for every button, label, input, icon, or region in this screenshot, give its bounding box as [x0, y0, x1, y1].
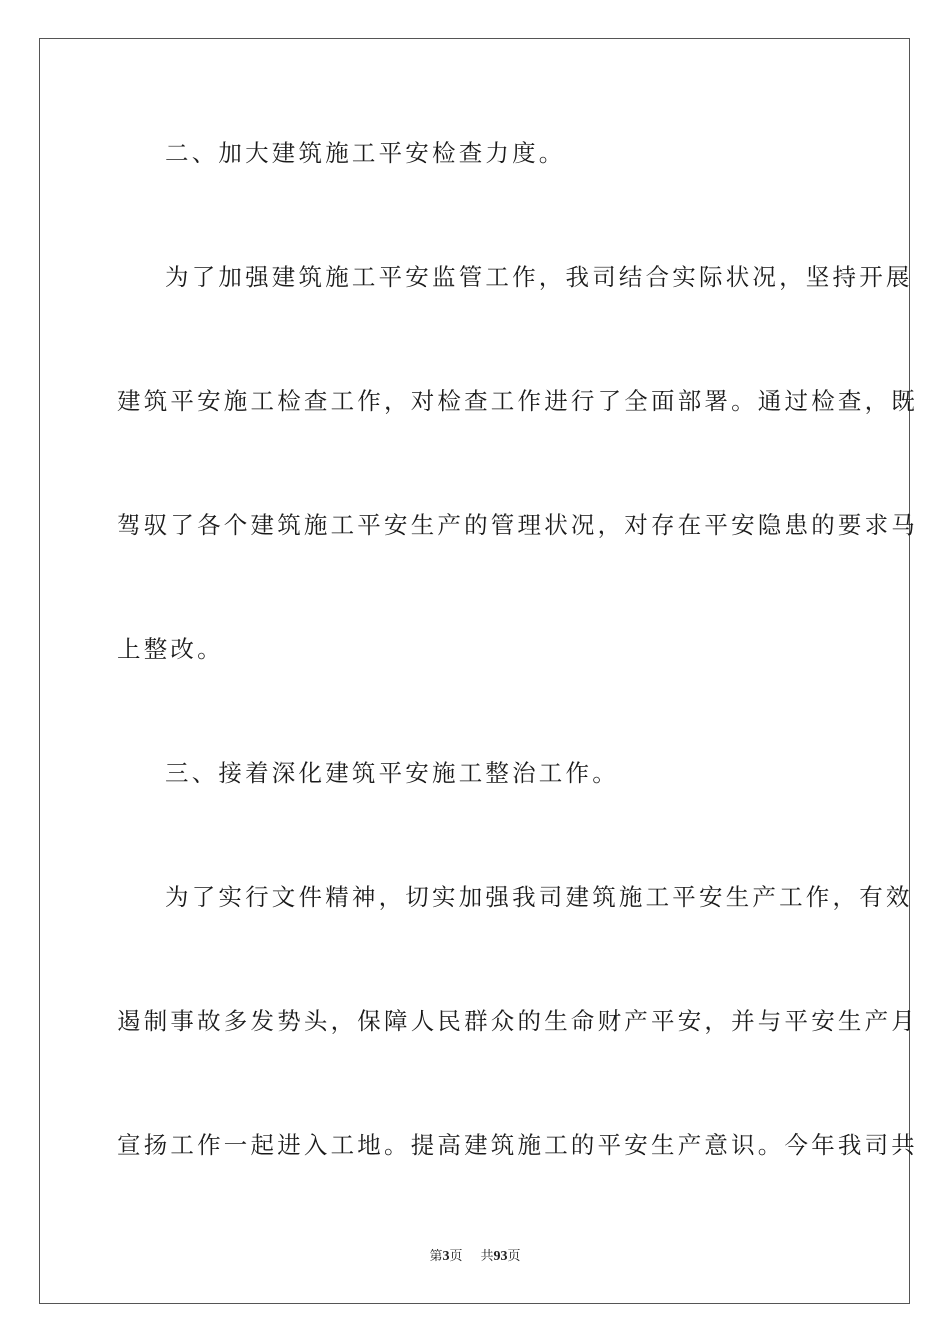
page-footer — [0, 1248, 950, 1266]
section-heading-3: 三、接着深化建筑平安施工整治工作。 — [165, 759, 619, 787]
total-prefix: 共 — [480, 1249, 494, 1264]
paragraph-line: 为了实行文件精神，切实加强我司建筑施工平安生产工作，有效 — [165, 883, 913, 911]
paragraph-line: 为了加强建筑施工平安监管工作，我司结合实际状况，坚持开展 — [165, 263, 913, 291]
page-suffix: 页 — [449, 1249, 463, 1264]
page-border — [39, 38, 918, 1304]
section-heading-2: 二、加大建筑施工平安检查力度。 — [165, 139, 566, 167]
paragraph-line: 建筑平安施工检查工作，对检查工作进行了全面部署。通过检查，既 — [117, 387, 918, 415]
total-pages: 93 — [493, 1249, 508, 1264]
paragraph-line: 上整改。 — [117, 635, 224, 663]
page-prefix: 第 — [429, 1249, 443, 1264]
paragraph-line: 遏制事故多发势头，保障人民群众的生命财产平安，并与平安生产月 — [117, 1007, 918, 1035]
paragraph-line: 宣扬工作一起进入工地。提高建筑施工的平安生产意识。今年我司共 — [117, 1131, 918, 1159]
total-suffix: 页 — [507, 1249, 521, 1264]
page-number: 3 — [442, 1249, 450, 1264]
paragraph-line: 驾驭了各个建筑施工平安生产的管理状况，对存在平安隐患的要求马 — [117, 511, 918, 539]
